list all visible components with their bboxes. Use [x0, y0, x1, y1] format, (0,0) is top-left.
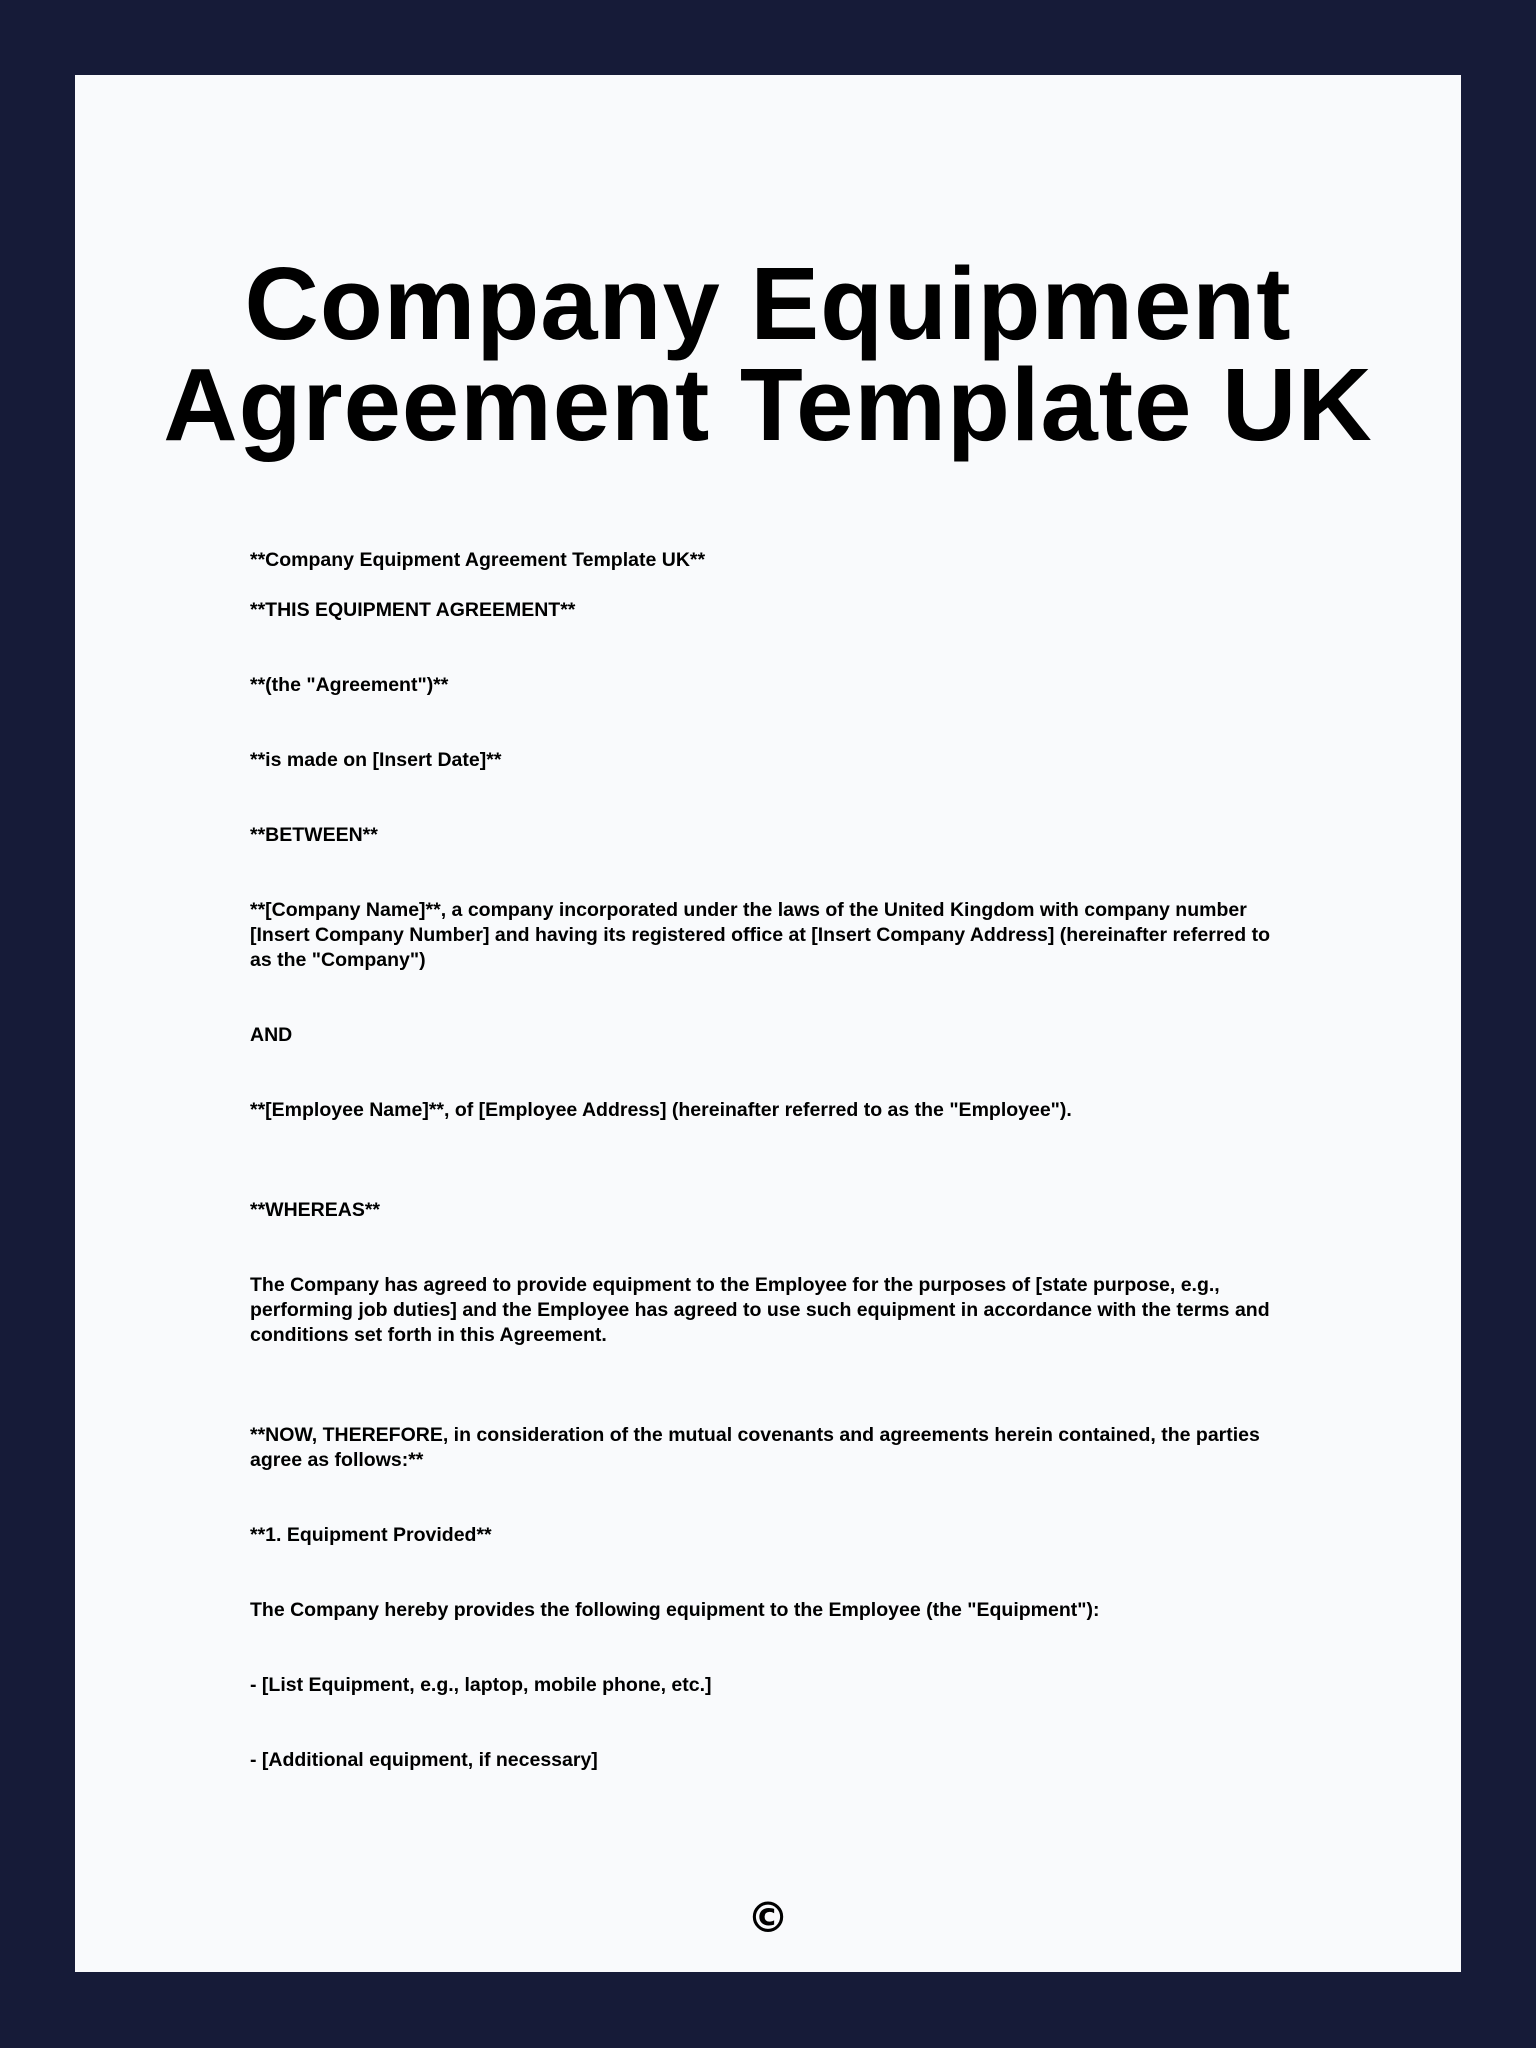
- list-item-additional-equipment: - [Additional equipment, if necessary]: [250, 1749, 598, 1771]
- section-heading-equipment: **1. Equipment Provided**: [250, 1524, 492, 1546]
- paragraph-equipment-intro: The Company hereby provides the following equipment to the Employee (the "Equipment"):: [250, 1599, 1100, 1621]
- paragraph-between: **BETWEEN**: [250, 824, 378, 846]
- paragraph-heading: **Company Equipment Agreement Template UK**: [250, 549, 706, 571]
- title-line-2: Agreement Template UK: [163, 347, 1373, 462]
- paragraph-agreement-label: **(the "Agreement")**: [250, 674, 449, 696]
- paragraph-date: **is made on [Insert Date]**: [250, 749, 502, 771]
- document-page: [75, 75, 1461, 1972]
- paragraph-company-party: **[Company Name]**, a company incorporated under the laws of the United Kingdom with company number [Insert Company Number] and having its registered office at [Insert Company Address] (hereinafter referred to as the "Company"): [250, 899, 1270, 971]
- list-item-equipment: - [List Equipment, e.g., laptop, mobile phone, etc.]: [250, 1674, 712, 1696]
- paragraph-whereas: **WHEREAS**: [250, 1199, 381, 1221]
- paragraph-employee-party: **[Employee Name]**, of [Employee Address] (hereinafter referred to as the "Employee").: [250, 1099, 1072, 1121]
- document-title: [75, 246, 1461, 462]
- paragraph-recital: The Company has agreed to provide equipment to the Employee for the purposes of [state purpose, e.g., performing job duties] and the Employee has agreed to use such equipment in accordance with the terms and conditions set forth in this Agreement.: [250, 1274, 1270, 1346]
- paragraph-and: AND: [250, 1024, 293, 1046]
- paragraph-now-therefore: **NOW, THEREFORE, in consideration of the mutual covenants and agreements herein contained, the parties agree as follows:**: [250, 1424, 1260, 1471]
- paragraph-agreement-title: **THIS EQUIPMENT AGREEMENT**: [250, 599, 576, 621]
- copyright-icon: ©: [747, 1893, 789, 1942]
- title-line-1: Company Equipment: [244, 246, 1292, 361]
